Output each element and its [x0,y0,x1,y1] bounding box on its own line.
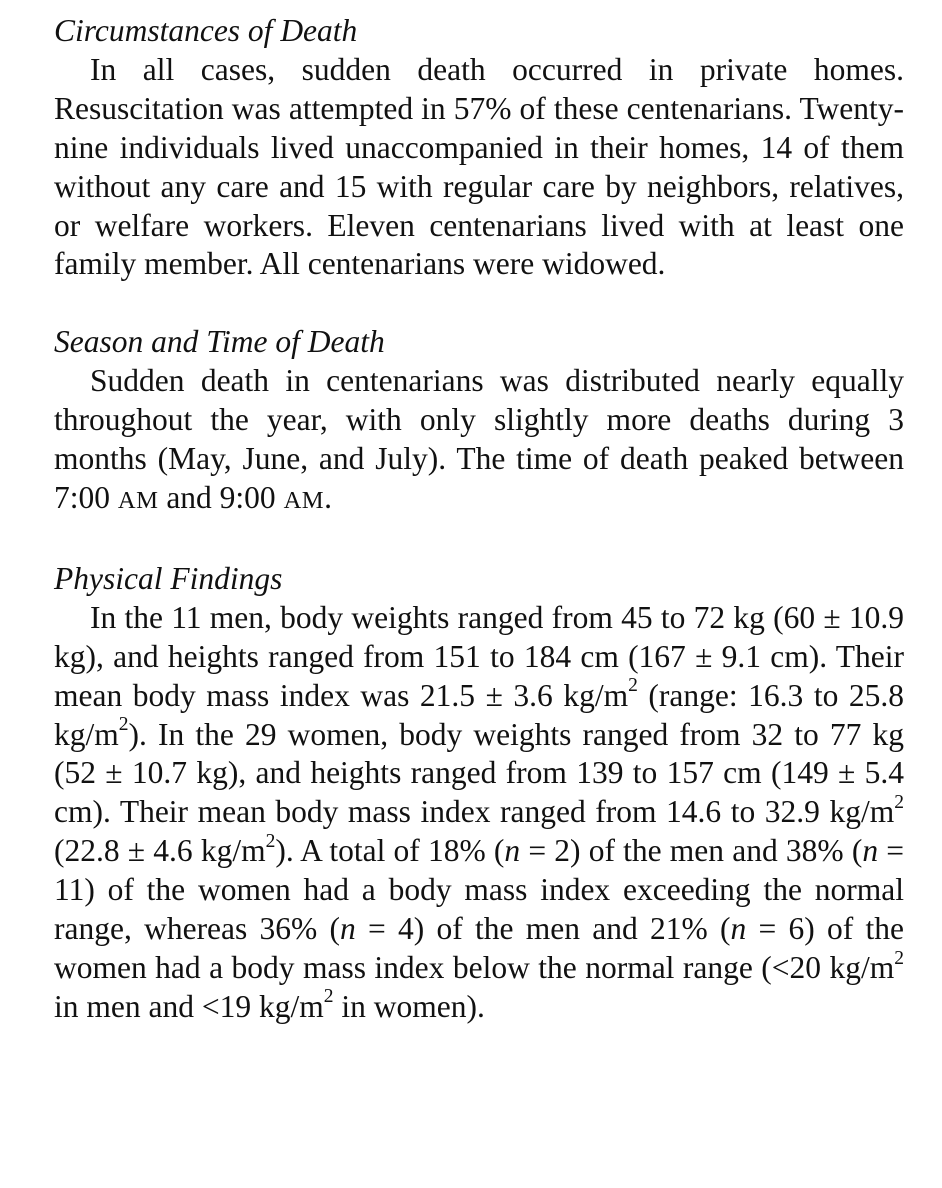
text-run: In the 11 men, body weights ranged from 45 to 72 kg (60 ± 10.9 kg), and heights ranged from 151 to 184 cm (167 ± 9.1 cm). Their mean body mass index was 21.5 ± 3.6 kg/m [54,599,904,713]
text-run: = 4) of the men and 21% ( [355,911,731,947]
section-circumstances [54,12,904,284]
time-suffix: AM [117,486,159,514]
superscript: 2 [628,675,638,697]
section-paragraph: In all cases, sudden death occurred in private homes. Resuscitation was attempted in 57% of these centenarians. Twenty-nine individuals lived unaccompanied in their homes, 14 of them without any care and 15 with regular care by neighbors, relatives, or welfare workers. Eleven centenarians lived with at least one family member. All centenarians were widowed. [54,51,904,282]
variable-n: n [862,833,879,869]
section-heading: Circumstances of Death [54,13,358,48]
superscript: 2 [894,947,904,969]
section-physical-findings [54,560,904,1027]
superscript: 2 [894,791,904,813]
variable-n: n [730,911,747,947]
text-run: Sudden death in centenarians was distributed nearly equally throughout the year, with only slightly more deaths during 3 months (May, June, and July). The time of death peaked between 7:00 [54,363,904,515]
section-paragraph [54,362,904,521]
text-run: . [324,479,332,515]
superscript: 2 [265,830,276,852]
variable-n: n [504,833,521,869]
superscript: 2 [323,986,334,1008]
text-run: in women). [333,988,485,1024]
text-run: and 9:00 [158,479,284,515]
section-paragraph [54,599,904,1027]
text-run: (22.8 ± 4.6 kg/m [54,833,266,869]
text-run: in men and <19 kg/m [54,988,324,1024]
text-run: ). In the 29 women, body weights ranged from 32 to 77 kg (52 ± 10.7 kg), and heights ranged from 139 to 157 cm (149 ± 5.4 cm). Their mean body mass index ranged from 14.6 to 32.9 kg/m [54,716,904,830]
text-run: = 11) of the women had a body mass index exceeding the normal range, whereas 36% ( [54,833,905,947]
text-run: (range: 16.3 to 25.8 kg/m [54,677,904,752]
section-heading: Physical Findings [54,560,283,596]
section-season-time [54,323,904,521]
page-body [54,12,904,1027]
variable-n: n [340,911,356,947]
text-run: = 6) of the women had a body mass index below the normal range (<20 kg/m [54,911,905,985]
superscript: 2 [118,714,129,736]
time-suffix: AM [283,486,325,514]
text-run: = 2) of the men and 38% ( [520,833,863,869]
text-run: ). A total of 18% ( [275,833,505,869]
section-heading: Season and Time of Death [54,324,385,360]
